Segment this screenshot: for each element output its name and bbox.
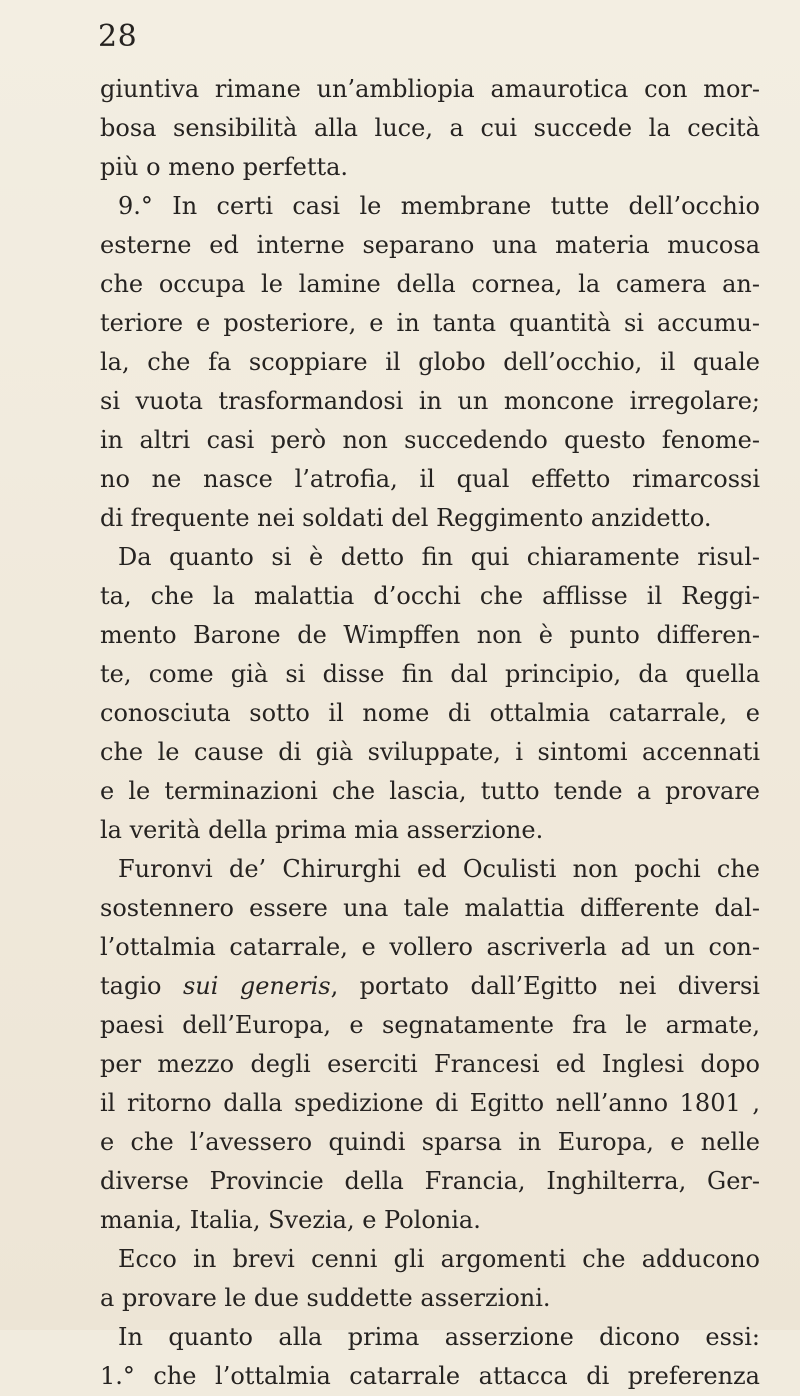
- text-line-5: esterne ed interne separano una materia mucosa: [100, 231, 760, 259]
- text-line-6: che occupa le lamine della cornea, la camera an-: [100, 270, 760, 298]
- page-number: 28: [98, 19, 138, 54]
- text-line-22: sostennero essere una tale malattia differente dal-: [100, 894, 760, 922]
- text-line-3: più o meno perfetta.: [100, 153, 349, 181]
- text-line-12: di frequente nei soldati del Reggimento anzidetto.: [100, 504, 712, 532]
- page-text: [100, 70, 760, 1396]
- text-line-20: la verità della prima mia asserzione.: [100, 816, 544, 844]
- text-line-16: te, come già si disse fin dal principio, da quella: [100, 660, 760, 688]
- text-line-7: teriore e posteriore, e in tanta quantità si accumu-: [100, 309, 760, 337]
- text-line-24: [100, 967, 760, 1006]
- text-line-30: mania, Italia, Svezia, e Polonia.: [100, 1206, 481, 1234]
- text-line-2: bosa sensibilità alla luce, a cui succede la cecità: [100, 114, 760, 142]
- text-line-25: paesi dell’Europa, e segnatamente fra le armate,: [100, 1011, 760, 1039]
- text-line-23: l’ottalmia catarrale, e vollero ascriverla ad un con-: [100, 933, 760, 961]
- text-line-21: Furonvi de’ Chirurghi ed Oculisti non pochi che: [118, 855, 760, 883]
- text-line-26: per mezzo degli eserciti Francesi ed Inglesi dopo: [100, 1050, 760, 1078]
- text-line-14: ta, che la malattia d’occhi che afflisse il Reggi-: [100, 582, 760, 610]
- text-line-19: e le terminazioni che lascia, tutto tende a provare: [100, 777, 760, 805]
- text-line-4: 9.° In certi casi le membrane tutte dell’occhio: [118, 192, 760, 220]
- italic-phrase: sui generis: [182, 972, 331, 1000]
- text-line-18: che le cause di già sviluppate, i sintomi accennati: [100, 738, 760, 766]
- text-line-24-end: , portato dall’Egitto nei diversi: [330, 972, 760, 1000]
- text-line-31: Ecco in brevi cenni gli argomenti che adducono: [118, 1245, 760, 1273]
- text-line-1: giuntiva rimane un’ambliopia amaurotica con mor-: [100, 75, 760, 103]
- text-line-13: Da quanto si è detto fin qui chiaramente risul-: [118, 543, 760, 571]
- text-line-9: si vuota trasformandosi in un moncone irregolare;: [100, 387, 760, 415]
- text-line-34: 1.° che l’ottalmia catarrale attacca di preferenza: [100, 1362, 760, 1390]
- text-line-10: in altri casi però non succedendo questo fenome-: [100, 426, 760, 454]
- text-line-15: mento Barone de Wimpffen non è punto differen-: [100, 621, 760, 649]
- text-line-11: no ne nasce l’atrofia, il qual effetto rimarcossi: [100, 465, 760, 493]
- text-line-29: diverse Provincie della Francia, Inghilterra, Ger-: [100, 1167, 760, 1195]
- text-line-33: In quanto alla prima asserzione dicono essi:: [118, 1323, 760, 1351]
- text-line-24-start: tagio: [100, 972, 162, 1000]
- text-line-28: e che l’avessero quindi sparsa in Europa, e nelle: [100, 1128, 760, 1156]
- text-line-32: a provare le due suddette asserzioni.: [100, 1284, 551, 1312]
- text-line-8: la, che fa scoppiare il globo dell’occhio, il quale: [100, 348, 760, 376]
- text-line-27: il ritorno dalla spedizione di Egitto nell’anno 1801 ,: [100, 1089, 760, 1117]
- text-line-17: conosciuta sotto il nome di ottalmia catarrale, e: [100, 699, 760, 727]
